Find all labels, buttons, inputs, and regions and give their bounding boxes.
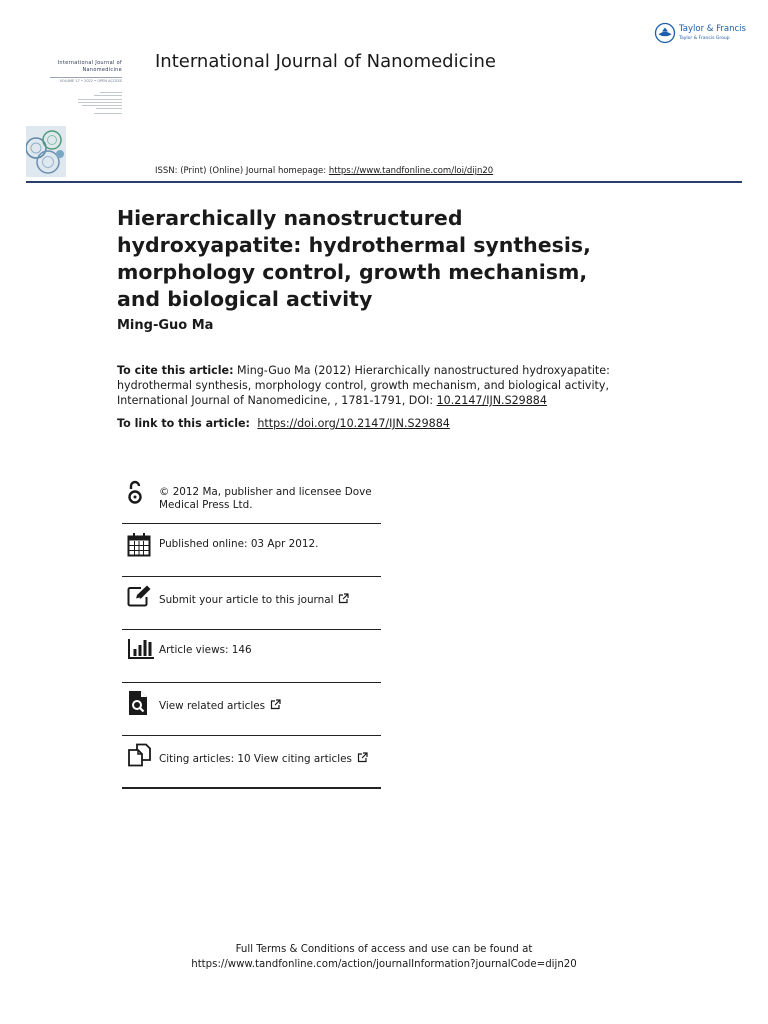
article-title: Hierarchically nanostructured hydroxyapatite: hydrothermal synthesis, morphology control, growth mechanism, and biological activity [117,206,591,311]
related-articles-link[interactable]: View related articles [159,699,281,713]
journal-homepage-link[interactable]: https://www.tandfonline.com/loi/dijn20 [328,166,494,176]
citation-text: Ming-Guo Ma (2012) Hierarchically nanostructured hydroxyapatite: hydrothermal synthesis, morphology control, growth mechanism, and biological activity, International Journal of Nanomedicine, , 1781-1791, DOI: [117,364,610,407]
cover-rule [50,77,122,78]
row-divider [122,576,381,577]
external-link-icon [338,593,349,604]
citing-articles-row[interactable] [122,742,381,782]
article-views-text: Article views: 146 [159,644,252,656]
citation-doi-link[interactable]: 10.2147/IJN.S29884 [436,394,547,407]
license-row [122,478,381,518]
journal-cover-thumbnail[interactable] [26,52,138,177]
calendar-icon [127,532,151,557]
header-divider [26,181,742,183]
row-divider [122,523,381,524]
link-label: To link to this article: [117,417,254,430]
license-text: © 2012 Ma, publisher and licensee Dove Medical Press Ltd. [159,486,372,511]
publisher-name: Taylor & Francis [679,24,746,34]
row-divider [122,735,381,736]
submit-article-link[interactable]: Submit your article to this journal [159,593,349,607]
published-text: Published online: 03 Apr 2012. [159,538,319,550]
open-access-icon [128,480,142,506]
footer-terms [0,942,768,972]
article-link-block [117,417,677,430]
issn-line [155,166,493,176]
citing-documents-icon [127,743,153,767]
edit-icon [127,584,153,608]
row-divider [122,787,381,789]
issn-label: ISSN: (Print) (Online) Journal homepage: [155,166,329,176]
citation-label: To cite this article: [117,364,234,377]
cover-title: International Journal of Nanomedicine [57,60,122,73]
external-link-icon [357,752,368,763]
taylor-francis-emblem-icon [654,22,676,44]
external-link-icon [270,699,281,710]
footer-terms-link[interactable]: https://www.tandfonline.com/action/journalInformation?journalCode=dijn20 [191,959,577,970]
row-divider [122,682,381,683]
related-articles-row[interactable] [122,689,381,729]
row-divider [122,629,381,630]
citing-articles-link[interactable]: Citing articles: 10 View citing articles [159,752,368,766]
submit-article-row[interactable] [122,583,381,623]
taylor-francis-logo[interactable] [654,22,754,48]
published-row [122,530,381,570]
search-document-icon [128,690,148,716]
article-doi-link[interactable]: https://doi.org/10.2147/IJN.S29884 [257,417,450,430]
journal-title: International Journal of Nanomedicine [155,51,496,72]
publisher-group: Taylor & Francis Group [679,36,730,41]
citation-block [117,363,637,408]
article-author: Ming-Guo Ma [117,318,214,333]
cover-volume: VOLUME 17 • 2022 • OPEN ACCESS [59,79,122,83]
article-views-row [122,636,381,676]
bar-chart-icon [127,638,155,660]
footer-terms-text: Full Terms & Conditions of access and use can be found at [235,944,533,955]
cover-molecule-image [26,126,66,177]
